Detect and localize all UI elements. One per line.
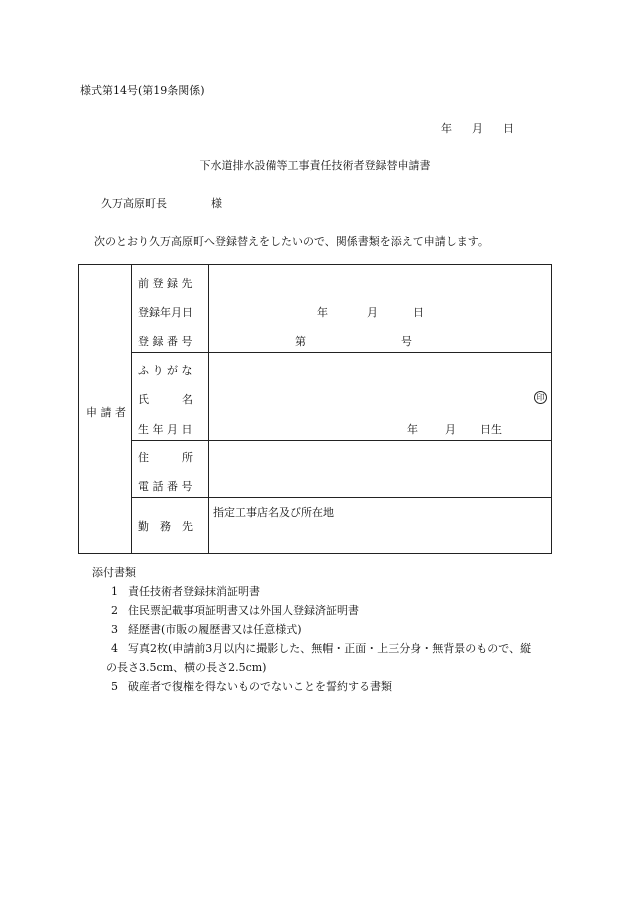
row-label-furigana: ふ り が な xyxy=(138,364,193,377)
applicant-label: 申 請 者 xyxy=(86,406,126,419)
date-month: 月 xyxy=(472,122,483,135)
number-suffix: 号 xyxy=(401,335,412,348)
date-year: 年 xyxy=(441,122,452,135)
table-divider-h2 xyxy=(131,440,551,441)
row-label-phone: 電 話 番 号 xyxy=(138,480,193,493)
table-divider-h3 xyxy=(131,497,551,498)
number-prefix: 第 xyxy=(295,335,306,348)
addressee-name: 久万高原町長 xyxy=(101,197,167,210)
document-title: 下水道排水設備等工事責任技術者登録替申請書 xyxy=(199,159,431,172)
intro-text: 次のとおり久万高原町へ登録替えをしたいので、関係書類を添えて申請します。 xyxy=(94,235,489,248)
attachment-number: 4 xyxy=(111,642,118,655)
attachment-number: 2 xyxy=(111,604,118,617)
table-divider-h1 xyxy=(131,352,551,353)
row-label-name: 氏 名 xyxy=(138,393,193,406)
table-divider-v2 xyxy=(208,265,209,553)
attachments-heading: 添付書類 xyxy=(92,566,136,579)
row-label-prev-registration: 前 登 録 先 xyxy=(138,277,193,290)
row-label-registration-number: 登 録 番 号 xyxy=(138,335,193,348)
reg-month: 月 xyxy=(367,306,378,319)
table-divider-v1 xyxy=(131,265,132,553)
attachment-item xyxy=(92,639,531,658)
attachment-item xyxy=(92,601,531,620)
workplace-note: 指定工事店名及び所在地 xyxy=(213,506,334,519)
birth-month: 月 xyxy=(445,423,456,436)
attachment-text: 写真2枚(申請前3月以内に撮影した、無帽・正面・上三分身・無背景のもので、縦 xyxy=(128,642,532,655)
attachment-text: 住民票記載事項証明書又は外国人登録済証明書 xyxy=(128,604,359,617)
attachment-item xyxy=(92,620,531,639)
attachment-text: 経歴書(市販の履歴書又は任意様式) xyxy=(128,623,302,636)
reg-year: 年 xyxy=(317,306,328,319)
attachments xyxy=(92,563,531,696)
addressee-suffix: 様 xyxy=(211,197,222,210)
attachment-item xyxy=(92,582,531,601)
row-label-registration-date: 登録年月日 xyxy=(138,306,193,319)
seal-mark-icon: 印 xyxy=(534,391,547,404)
date-day: 日 xyxy=(503,122,514,135)
attachment-text: 破産者で復権を得ないものでないことを誓約する書類 xyxy=(128,680,392,693)
addressee xyxy=(101,195,222,211)
reg-day: 日 xyxy=(413,306,424,319)
form-number: 様式第14号(第19条関係) xyxy=(80,84,205,97)
attachment-item xyxy=(92,677,531,696)
attachment-number: 3 xyxy=(111,623,118,636)
birth-year: 年 xyxy=(407,423,418,436)
attachment-text: 責任技術者登録抹消証明書 xyxy=(128,585,260,598)
row-label-workplace: 勤 務 先 xyxy=(138,520,193,533)
attachment-number: 5 xyxy=(111,680,118,693)
date-line xyxy=(441,120,514,136)
applicant-table xyxy=(78,264,552,554)
attachment-number: 1 xyxy=(111,585,118,598)
attachment-item-continuation: の長さ3.5cm、横の長さ2.5cm) xyxy=(106,661,267,674)
birth-day: 日生 xyxy=(480,423,502,436)
row-label-birth-date: 生 年 月 日 xyxy=(138,423,193,436)
row-label-address: 住 所 xyxy=(138,451,193,464)
